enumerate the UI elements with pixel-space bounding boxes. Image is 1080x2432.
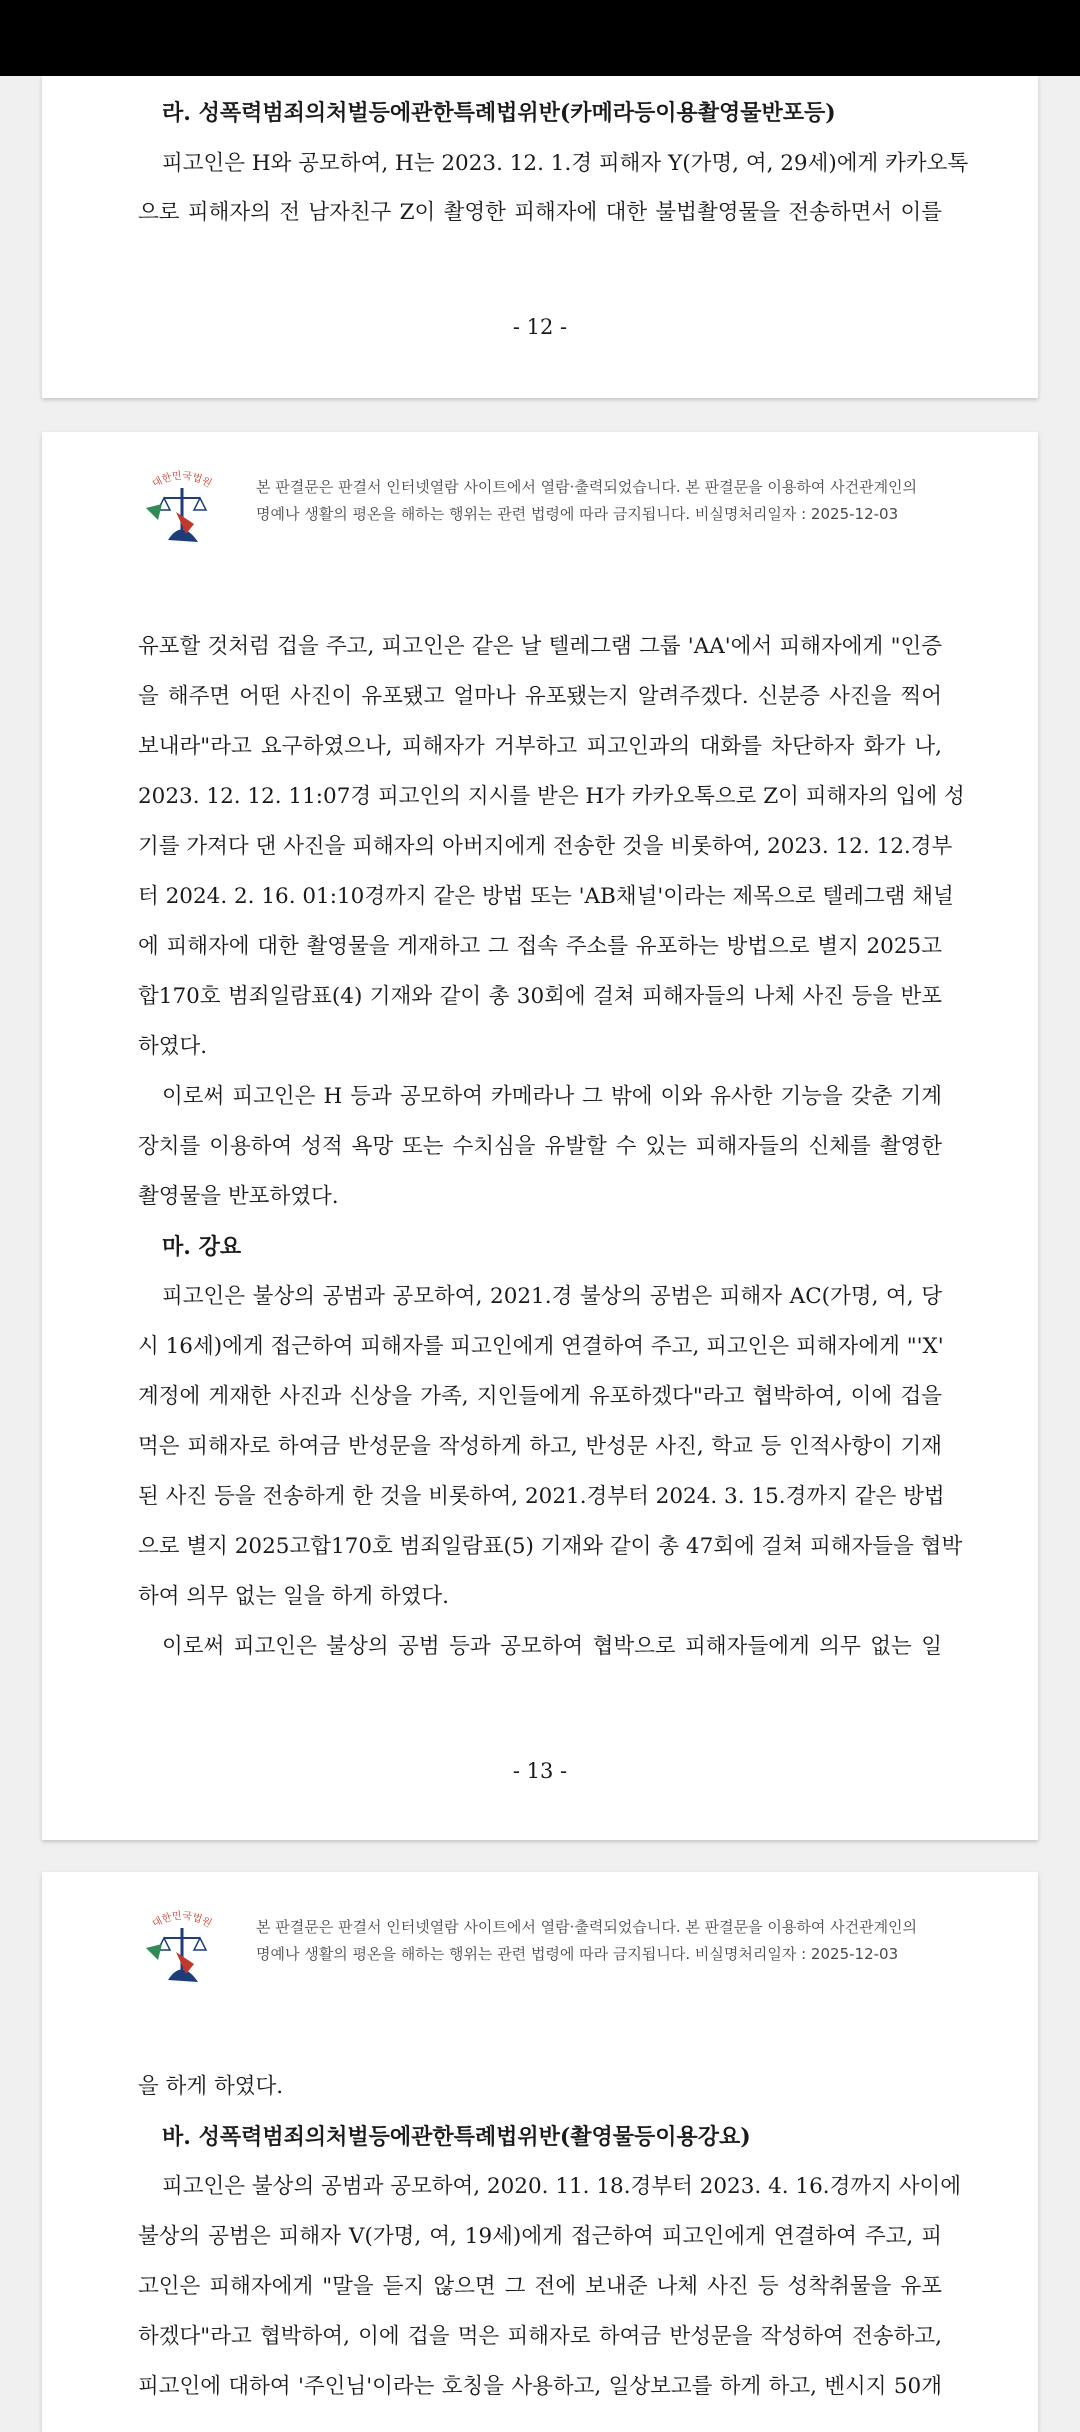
paragraph-line: 먹은 피해자로 하여금 반성문을 작성하게 하고, 반성문 사진, 학교 등 인적사항이 기재 [138,1434,942,1459]
paragraph-line: 합170호 범죄일람표(4) 기재와 같이 총 30회에 걸쳐 피해자들의 나체 사진 등을 반포 [138,984,942,1009]
notice-line-2: 명예나 생활의 평온을 해하는 행위는 관련 법령에 따라 금지됩니다. 비실명처리일자 : 2025-12-03 [256,505,899,523]
svg-text:대한민국법원 [150,1909,214,1930]
notice-line-2: 명예나 생활의 평온을 해하는 행위는 관련 법령에 따라 금지됩니다. 비실명처리일자 : 2025-12-03 [256,1945,899,1963]
section-heading-ma: 마. 강요 [162,1234,242,1260]
court-notice [256,474,1016,528]
paragraph-line: 으로 피해자의 전 남자친구 Z이 촬영한 피해자에 대한 불법촬영물을 전송하면서 이를 [138,200,942,225]
seal-text: 대한민국법원 [150,1910,214,1930]
paragraph-line: 촬영물을 반포하였다. [138,1184,339,1209]
paragraph-line: 이로써 피고인은 H 등과 공모하여 카메라나 그 밖에 이와 유사한 기능을 갖춘 기계 [162,1084,942,1109]
paragraph-line: 하였다. [138,1034,208,1059]
paragraph-line: 보내라"라고 요구하였으나, 피해자가 거부하고 피고인과의 대화를 차단하자 화가 나, [138,734,942,759]
paragraph-line: 피고인은 불상의 공범과 공모하여, 2021.경 불상의 공범은 피해자 AC(가명, 여, 당 [162,1284,942,1309]
paragraph-line: 불상의 공범은 피해자 V(가명, 여, 19세)에게 접근하여 피고인에게 연결하여 주고, 피 [138,2224,942,2249]
page-number: - 12 - [512,315,568,339]
paragraph-line: 고인은 피해자에게 "말을 듣지 않으면 그 전에 보내준 나체 사진 등 성착취물을 유포 [138,2274,942,2299]
paragraph-line: 시 16세)에게 접근하여 피해자를 피고인에게 연결하여 주고, 피고인은 피해자에게 "'X' [138,1334,944,1359]
court-watermark-banner [138,462,998,542]
paragraph-line: 계정에 게재한 사진과 신상을 가족, 지인들에게 유포하겠다"라고 협박하여, 이에 겁을 [138,1384,942,1409]
paragraph-line: 을 하게 하였다. [138,2074,284,2099]
svg-text:대한민국법원 [150,469,214,490]
paragraph-line: 된 사진 등을 전송하게 한 것을 비롯하여, 2021.경부터 2024. 3. 15.경까지 같은 방법 [138,1484,945,1509]
paragraph-line: 피고인에 대하여 '주인님'이라는 호칭을 사용하고, 일상보고를 하게 하고, 벤시지 50개 [138,2374,942,2399]
document-page-13 [42,432,1038,1840]
court-seal-icon [138,462,226,548]
paragraph-line: 피고인은 H와 공모하여, H는 2023. 12. 1.경 피해자 Y(가명, 여, 29세)에게 카카오톡 [162,151,969,176]
page-number: - 13 - [512,1759,568,1783]
paragraph-line: 2023. 12. 12. 11:07경 피고인의 지시를 받은 H가 카카오톡으로 Z이 피해자의 입에 성 [138,784,965,809]
paragraph-line: 피고인은 불상의 공범과 공모하여, 2020. 11. 18.경부터 2023. 4. 16.경까지 사이에 [162,2174,962,2199]
paragraph-line: 에 피해자에 대한 촬영물을 게재하고 그 접속 주소를 유포하는 방법으로 별지 2025고 [138,934,942,959]
court-notice [256,1914,1016,1968]
paragraph-line: 장치를 이용하여 성적 욕망 또는 수치심을 유발할 수 있는 피해자들의 신체를 촬영한 [138,1134,942,1159]
document-page-12 [42,76,1038,398]
section-heading-ra: 라. 성폭력범죄의처벌등에관한특례법위반(카메라등이용촬영물반포등) [162,100,836,126]
court-watermark-banner [138,1902,998,1982]
seal-text: 대한민국법원 [150,470,214,490]
paragraph-line: 기를 가져다 댄 사진을 피해자의 아버지에게 전송한 것을 비롯하여, 2023. 12. 12.경부 [138,834,953,859]
court-seal-icon [138,1902,226,1988]
paragraph-line: 터 2024. 2. 16. 01:10경까지 같은 방법 또는 'AB채널'이라는 제목으로 텔레그램 채널 [138,884,954,909]
section-heading-ba: 바. 성폭력범죄의처벌등에관한특례법위반(촬영물등이용강요) [162,2124,751,2150]
paragraph-line: 을 해주면 어떤 사진이 유포됐고 얼마나 유포됐는지 알려주겠다. 신분증 사진을 찍어 [138,684,942,709]
document-page-14 [42,1872,1038,2432]
notice-line-1: 본 판결문은 판결서 인터넷열람 사이트에서 열람·출력되었습니다. 본 판결문을 이용하여 사건관계인의 [256,1918,918,1936]
paragraph-line: 하여 의무 없는 일을 하게 하였다. [138,1584,450,1609]
notice-line-1: 본 판결문은 판결서 인터넷열람 사이트에서 열람·출력되었습니다. 본 판결문을 이용하여 사건관계인의 [256,478,918,496]
paragraph-line: 이로써 피고인은 불상의 공범 등과 공모하여 협박으로 피해자들에게 의무 없는 일 [162,1634,942,1659]
paragraph-line: 으로 별지 2025고합170호 범죄일람표(5) 기재와 같이 총 47회에 걸쳐 피해자들을 협박 [138,1534,963,1559]
paragraph-line: 유포할 것처럼 겁을 주고, 피고인은 같은 날 텔레그램 그룹 'AA'에서 피해자에게 "인증 [138,634,942,659]
paragraph-line: 하겠다"라고 협박하여, 이에 겁을 먹은 피해자로 하여금 반성문을 작성하여 전송하고, [138,2324,942,2349]
status-bar [0,0,1080,76]
